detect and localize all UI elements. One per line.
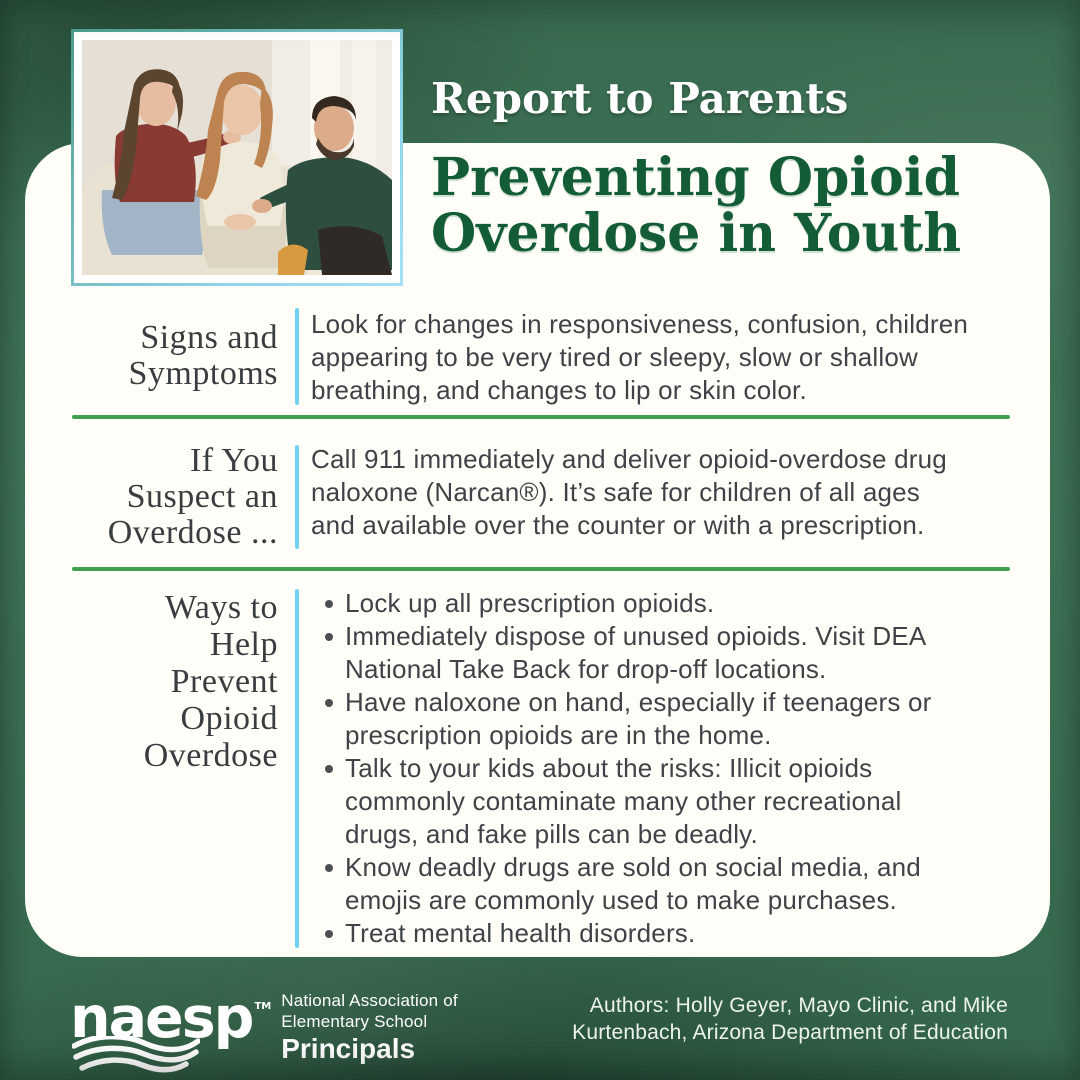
bullet-dot [325, 864, 333, 872]
list-item [311, 587, 1010, 620]
bullet-line: emojis are commonly used to make purchases. [345, 885, 897, 915]
family-photo-illustration [82, 40, 392, 275]
section-body [311, 587, 1010, 950]
list-item [311, 620, 1010, 686]
org-principals: Principals [281, 1033, 416, 1064]
section-if-you-suspect-overdose [72, 419, 1010, 567]
body-line: Look for changes in responsiveness, confusion, children [311, 309, 969, 339]
vertical-divider [295, 308, 299, 405]
bullet-dot [325, 699, 333, 707]
org-line: Elementary School [281, 1012, 428, 1031]
body-line: Call 911 immediately and deliver opioid-overdose drug [311, 444, 947, 474]
section-label [72, 443, 278, 551]
body-line: appearing to be very tired or sleepy, slow or shallow [311, 342, 918, 372]
prevention-tips-list [311, 587, 1010, 950]
list-item [311, 686, 1010, 752]
bullet-line: Know deadly drugs are sold on social media, and [345, 852, 921, 882]
body-line: naloxone (Narcan®). It’s safe for children of all ages [311, 477, 921, 507]
vertical-divider [295, 445, 299, 549]
body-line: and available over the counter or with a prescription. [311, 510, 925, 540]
bullet-line: prescription opioids are in the home. [345, 720, 772, 750]
section-label-line: Opioid [180, 700, 278, 737]
section-label-line: Signs and [140, 319, 278, 356]
naesp-org-text [281, 982, 458, 1064]
list-item [311, 851, 1010, 917]
naesp-wordmark-block [70, 982, 271, 1074]
section-label-line: Ways to [164, 589, 278, 626]
bullet-dot [325, 600, 333, 608]
page-title-line-2: Overdose in Youth [431, 203, 962, 264]
bullet-line: Immediately dispose of unused opioids. Visit DEA [345, 621, 927, 651]
section-body [311, 443, 1010, 551]
eyebrow-title: Report to Parents [431, 74, 849, 123]
page-title [431, 147, 962, 264]
section-label-line: Symptoms [128, 355, 278, 392]
bullet-line: Have naloxone on hand, especially if teenagers or [345, 687, 932, 717]
section-label-line: Overdose ... [107, 514, 278, 551]
authors-line: Kurtenbach, Arizona Department of Education [572, 1021, 1008, 1044]
section-label-line: Help [209, 626, 278, 663]
sections [72, 300, 1010, 960]
section-body [311, 306, 1010, 407]
trademark-symbol: TM [254, 1001, 272, 1012]
waves-icon [72, 1036, 200, 1074]
authors-line: Authors: Holly Geyer, Mayo Clinic, and Mike [589, 994, 1008, 1017]
naesp-wordmark [70, 982, 272, 1051]
section-signs-and-symptoms [72, 300, 1010, 415]
page-title-line-1: Preventing Opioid [431, 147, 960, 208]
bullet-dot [325, 765, 333, 773]
bullet-line: commonly contaminate many other recreational [345, 786, 902, 816]
section-label [72, 306, 278, 407]
section-label [72, 587, 278, 950]
org-line: National Association of [281, 991, 458, 1010]
family-photo [71, 29, 403, 286]
list-item [311, 752, 1010, 851]
section-ways-to-help-prevent [72, 571, 1010, 960]
section-label-line: Suspect an [126, 478, 278, 515]
section-label-line: If You [189, 442, 278, 479]
list-item [311, 917, 1010, 950]
naesp-logo [70, 982, 458, 1074]
vertical-divider [295, 589, 299, 948]
bullet-line: Treat mental health disorders. [345, 918, 696, 948]
body-line: breathing, and changes to lip or skin color. [311, 375, 807, 405]
section-label-line: Prevent [170, 663, 278, 700]
bullet-dot [325, 930, 333, 938]
authors-credit [572, 992, 1008, 1046]
bullet-dot [325, 633, 333, 641]
bullet-line: National Take Back for drop-off locations. [345, 654, 827, 684]
bullet-line: drugs, and fake pills can be deadly. [345, 819, 758, 849]
bullet-line: Talk to your kids about the risks: Illicit opioids [345, 753, 873, 783]
bullet-line: Lock up all prescription opioids. [345, 588, 715, 618]
naesp-wordmark-text: naesp [70, 985, 253, 1051]
section-label-line: Overdose [143, 737, 278, 774]
